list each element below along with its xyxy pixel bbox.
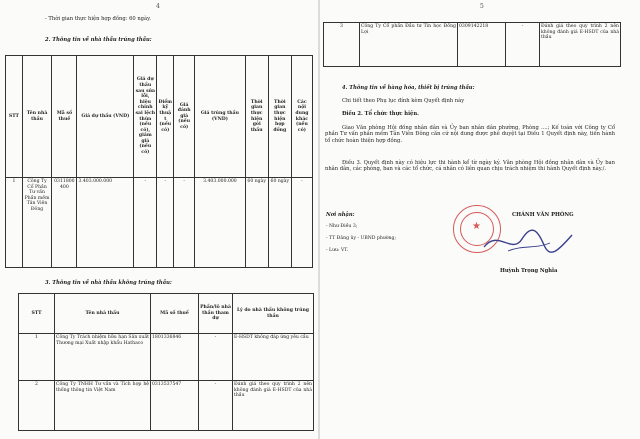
signer-name: Huỳnh Trọng Nghĩa [500, 268, 558, 274]
recipient-item: - Lưu: VT. [326, 248, 349, 253]
header-cell: Điểm kỹ thuật (nếu có) [157, 56, 174, 178]
winner-table-header-row [6, 56, 313, 178]
header-cell: Tên nhà thầu [22, 56, 51, 178]
header-cell: Mã số thuế [151, 294, 199, 334]
winner-table [5, 55, 313, 268]
header-cell: STT [6, 56, 23, 178]
article2-heading: Điều 2. Tổ chức thực hiện. [342, 111, 419, 117]
header-cell: Giá dự thầu (VND) [77, 56, 134, 178]
table-cell: 0313537547 [151, 381, 199, 431]
table-cell: 60 ngày [245, 178, 268, 268]
left-page-number: 4 [156, 3, 160, 10]
section4-text: Chi tiết theo Phụ lục đính kèm Quyết định này [342, 98, 465, 104]
table-row [19, 381, 314, 431]
right-page-number: 5 [480, 3, 484, 10]
header-cell: Giá trúng thầu (VND) [195, 56, 245, 178]
table-cell: 0311800400 [52, 178, 77, 268]
table-cell: Đánh giá theo quy trình 2 nên không đánh giá E-HSDT của nhà thầu [540, 23, 621, 67]
table-cell: - [199, 381, 233, 431]
table-cell: 2 [19, 381, 55, 431]
official-seal: ★ [453, 205, 501, 253]
table-cell: - [506, 23, 540, 67]
table-cell: 3.403.000.000 [195, 178, 245, 268]
header-cell: Thời gian thực hiện hợp đồng [268, 56, 291, 178]
header-cell: Lý do nhà thầu không trúng thầu [233, 294, 314, 334]
table-cell: - [174, 178, 195, 268]
table-cell: Công Ty Cổ phần Đầu tư Tin học Đồng Lợi [360, 23, 458, 67]
signer-title: CHÁNH VĂN PHÒNG [512, 212, 574, 218]
table-cell: 3.403.000.000 [77, 178, 134, 268]
header-cell: STT [19, 294, 55, 334]
header-cell: Giá đánh giá (nếu có) [174, 56, 195, 178]
section4-title: 4. Thông tin về hàng hóa, thiết bị trúng thầu: [342, 85, 475, 91]
table-row [324, 23, 621, 67]
recipient-item: - TT Đảng ủy - UBND phường; [326, 236, 396, 241]
table-cell: Công Ty Trách nhiệm hữu hạn Sản xuất Thương mại Xuất nhập khẩu Hathaco [55, 334, 151, 381]
header-cell: Phần/lô nhà thầu tham dự [199, 294, 233, 334]
header-cell: Mã số thuế [52, 56, 77, 178]
table-cell: 1801336846 [151, 334, 199, 381]
table-cell: 60 ngày [268, 178, 291, 268]
header-cell: Tên nhà thầu [55, 294, 151, 334]
recipients-title: Nơi nhận: [326, 212, 355, 218]
loser-table-header-row [19, 294, 314, 334]
section3-title: 3. Thông tin về nhà thầu không trúng thầu: [45, 280, 172, 286]
table-cell: 3 [324, 23, 360, 67]
page-divider [318, 0, 320, 439]
table-cell: Công Ty TNHH Tư vấn và Tích hợp hệ thống thông tin Việt Nam [55, 381, 151, 431]
table-row [6, 178, 313, 268]
table-cell: - [157, 178, 174, 268]
signature-image [478, 225, 578, 259]
loser-table-continued [323, 22, 621, 67]
recipient-item: - Như Điều 3; [326, 224, 358, 229]
loser-table [18, 293, 314, 431]
article3-text: Điều 3. Quyết định này có hiệu lực thi hành kể từ ngày ký. Văn phòng Hội đồng nhân dân và Ủy ban nhân dân, các phòng, ban và các tổ chức, cá nhân có liên quan chịu trách nhiệm thi hành Quyết định này./. [325, 160, 615, 173]
table-cell: - [291, 178, 312, 268]
table-cell: Đánh giá theo quy trình 2 nên không đánh giá E-HSDT của nhà thầu [233, 381, 314, 431]
table-row [19, 334, 314, 381]
table-cell: 1 [19, 334, 55, 381]
table-cell: 1 [6, 178, 23, 268]
table-cell: E-HSDT không đáp ứng yêu cầu [233, 334, 314, 381]
article2-text: Giao Văn phòng Hội đồng nhân dân và Ủy ban nhân dân phường, Phòng ....; Kế toán với Công ty Cổ phần Tư vấn phần mềm Tản Viên Đông căn cứ nội dung được phê duyệt tại Điều 1 Quyết định này, tiến hành tổ chức hoàn thiện hợp đồng. [325, 125, 615, 144]
table-cell: - [134, 178, 157, 268]
table-cell: 0309142218 [458, 23, 506, 67]
contract-duration-line: - Thời gian thực hiện hợp đồng: 60 ngày. [45, 16, 151, 22]
table-cell: - [199, 334, 233, 381]
table-cell: Công Ty Cổ Phần Tư vấn Phần mềm Tản Viên Đông [22, 178, 51, 268]
section2-title: 2. Thông tin về nhà thầu trúng thầu: [45, 37, 152, 43]
header-cell: Giá dự thầu sau sửa lỗi, hiệu chỉnh sai lệch thừa (nếu có), giảm giá (nếu có) [134, 56, 157, 178]
header-cell: Các nội dung khác (nếu có) [291, 56, 312, 178]
header-cell: Thời gian thực hiện gói thầu [245, 56, 268, 178]
